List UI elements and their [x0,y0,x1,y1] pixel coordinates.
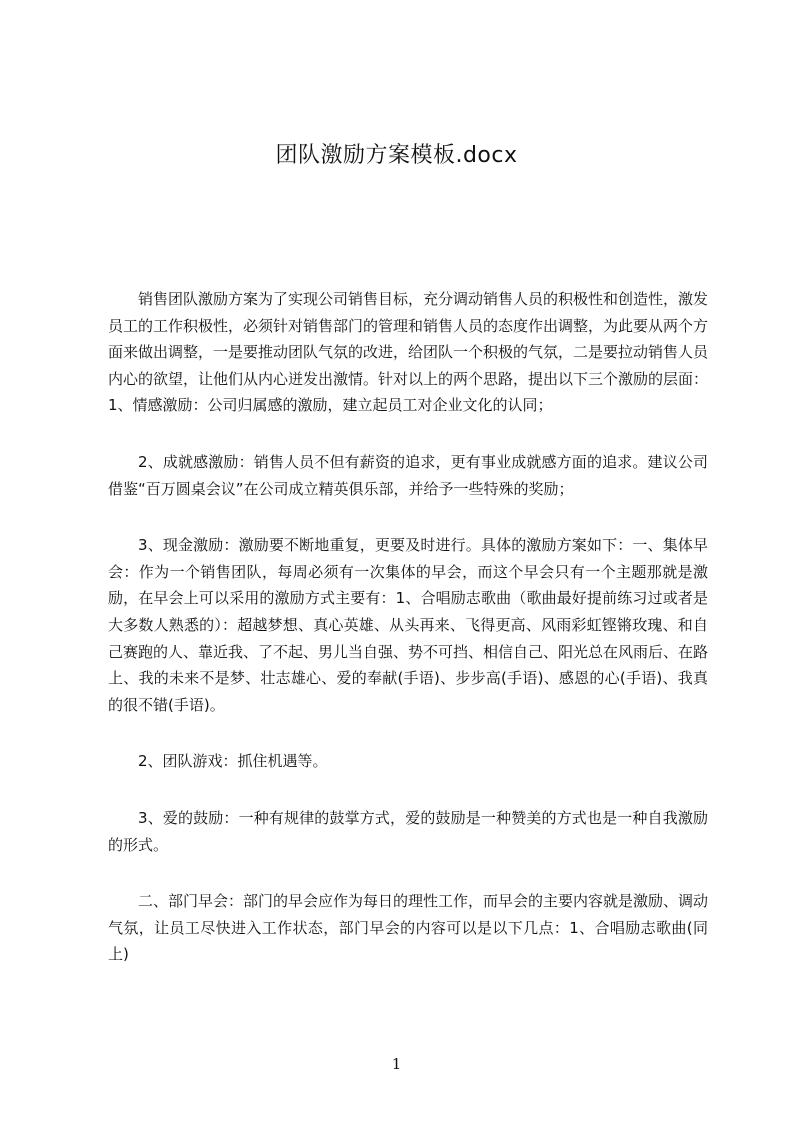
paragraph: 2、团队游戏：抓住机遇等。 [138,752,328,771]
document-title: 团队激励方案模板.docx [275,143,518,168]
paragraph: 3、现金激励：激励要不断地重复，更要及时进行。具体的激励方案如下：一、集体早会：作为一个销售团队，每周必须有一次集体的早会，而这个早会只有一个主题那就是激励，在早会上可以采用的激励方式主要有：1、合唱励志歌曲（歌曲最好提前练习过或者是大多数人熟悉的）：超越梦想、真心英雄、从头再来、飞得更高、风雨彩虹铿锵玫瑰、和自己赛跑的人、靠近我、了不起、男儿当自强、势不可挡、相信自己、阳光总在风雨后、在路上、我的未来不是梦、壮志雄心、爱的奉献(手语)、步步高(手语)、感恩的心(手语)、我真的很不错(手语)。 [108,536,709,714]
paragraph: 销售团队激励方案为了实现公司销售目标，充分调动销售人员的积极性和创造性，激发员工的工作积极性，必须针对销售部门的管理和销售人员的态度作出调整，为此要从两个方面来做出调整，一是要推动团队气氛的改进，给团队一个积极的气氛，二是要拉动销售人员内心的欲望，让他们从内心迸发出激情。针对以上的两个思路，提出以下三个激励的层面：1、情感激励：公司归属感的激励，建立起员工对企业文化的认同； [108,290,709,415]
page-number: 1 [391,1055,402,1073]
document-body [108,286,708,998]
paragraph: 3、爱的鼓励：一种有规律的鼓掌方式，爱的鼓励是一种赞美的方式也是一种自我激励的形式。 [108,808,708,854]
paragraph: 二、部门早会：部门的早会应作为每日的理性工作，而早会的主要内容就是激励、调动气氛，让员工尽快进入工作状态，部门早会的内容可以是以下几点：1、合唱励志歌曲(同上) [108,892,709,964]
paragraph: 2、成就感激励：销售人员不但有薪资的追求，更有事业成就感方面的追求。建议公司借鉴“百万圆桌会议”在公司成立精英俱乐部，并给予一些特殊的奖励； [108,452,708,498]
